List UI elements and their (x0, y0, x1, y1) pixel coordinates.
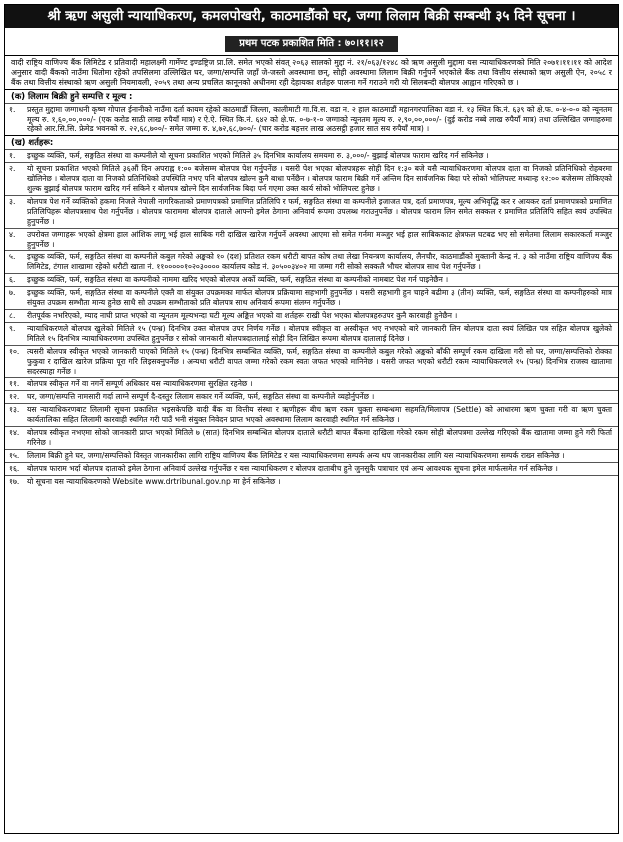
condition-number: ५. (9, 252, 16, 262)
condition-text: इच्छुक व्यक्ति, फर्म, सङ्गठित संस्था वा कम्पनीले एक्लै वा संयुक्त उपक्रमका मार्फत बोलपत्र प्रक्रियामा सहभागी हुनुपर्नेछ । यसरी सहभागी हुन चाहने बढीमा ३ (तीन) व्यक्ति, फर्म, सङ्गठित संस्था वा कम्पनीहरुको मात्र संयुक्त उपक्रम सम्भौता मान्य हुनेछ साथै सो उपक्रम सम्भौताको प्रति बोलपत्र साथ अनिवार्य रूपमा संलग्न गर्नुपर्नेछ । (27, 288, 612, 308)
property-description: प्रस्तुत मुद्दामा जग्गाधनी कृष्ण गोपाल ईनानीको नाउँमा दर्ता कायम रहेको काठमाडौं जिल्ला, कालीमाटी गा.वि.स. वडा न. २ हाल काठमाडौं महानगरपालिका वडा नं. १३ स्थित कि.नं. ६३९ को क्षे.फ. ०-४-०-० को न्यूनतम मूल्य रु. १,६०,००,०००/- (एक करोड साठी लाख रुपैयाँ मात्र) र ऐ.ऐ. स्थित कि.नं. ६४२ को क्षे.फ. ०-७-१-० जग्गाको न्यूनतम मूल्य रु. २,९०,००,०००/- (दुई करोड नब्बे लाख रुपैयाँ मात्र) तथा उल्लिखित जग्गाहरुमा रहेको आर.सि.सि. फ्रेमेड भवनको रु. २२,६८,७००/- समेत जम्मा रु. ४,७२,६८,७००/- (चार करोड बहत्तर लाख अठसट्ठी हजार सात सय रुपैयाँ मात्र) । (27, 104, 612, 134)
conditions-list (5, 149, 618, 487)
condition-number: १. (9, 151, 16, 161)
condition-text: यस न्यायाधिकरणबाट लिलामी सूचना प्रकाशित भइसकेपछि वादी बैंक वा वित्तीय संस्था र ऋणीहरू बीच ऋण रकम चुक्ता सम्बन्धमा सहमति/मिलापत्र (Settle) को आधारमा ऋण चुक्ता गरी वा ऋण चुक्ता कार्यतालिका सहित लिलामी कारवाही स्थगित गरी पाउँ भनी संयुक्त निवेदन प्राप्त भएको अवस्थामा लिलाम कारवाही स्थगित गर्न सकिनेछ । (27, 405, 612, 425)
condition-number: ९. (9, 323, 16, 333)
item-number: १. (9, 104, 16, 114)
condition-text: घर, जग्गा/सम्पत्ति नामसारी गर्दा लाग्ने सम्पूर्ण दै-दस्तुर लिलाम सकार गर्ने व्यक्ति, फर्म, सङ्गठित संस्था वा कम्पनीले व्यहोर्नुपर्नेछ । (27, 392, 375, 402)
condition-number: १६. (9, 463, 20, 473)
intro-paragraph: वादी राष्ट्रिय वाणिज्य बैंक लिमिटेड र प्रतिवादी महालक्ष्मी गार्मेण्ट इण्डष्ट्रिज प्रा.लि. समेत भएको संवत् २०६३ सालको मुद्दा नं. २१/०६३/१२४८ को ऋण असुली मुद्दामा यस न्यायाधिकरणको मिति २०७१।११।११ को आदेश अनुसार वादी बैंकको नाउँमा धितोमा रहेको तपसिलमा उल्लिखित घर, जग्गा/सम्पत्ति जहाँ जे-जस्तो अवस्थामा छन्, सोही अवस्थामा लिलाम बिक्री गर्नुपर्ने भएकोले बैंक तथा वित्तीय संस्थाको ऋण असुली ऐन, २०५८ र बैंक तथा वित्तीय संस्थाको ऋण असुली नियमावली, २०५९ तथा अन्य प्रचलित कानूनको अधीनमा रही देहायका शर्तहरु पालना गर्ने गराउने गरी यो सिलबन्दी बोलपत्र आह्वान गरिएको छ । (5, 55, 618, 89)
property-item (5, 103, 618, 136)
condition-number: ७. (9, 288, 16, 298)
condition-text: यो सूचना प्रकाशित भएको मितिले ३६औं दिन अपराह्न १:०० बजेसम्म बोलपत्र पेश गर्नुपर्नेछ । यसरी पेश भएका बोलपत्रहरू सोही दिन १:३० बजे यसै न्यायाधिकरणमा बोलपत्र दाता वा निजको प्रतिनिधिको रोहबरमा खोलिनेछ । बोलपत्र दाता वा निजको प्रतिनिधिको उपस्थिति नभए पनि बोलपत्र खोल्न कुनै बाधा पर्नेछैन । बोलपत्र फाराम बिक्री गर्ने अन्तिम दिन सार्वजनिक बिदा परे सोको भोलिपल्ट मध्यान्ह १२:०० बजेसम्म तोकिएको शुल्क बुझाई बोलपत्र फाराम खरिद गर्न सकिने र बोलपत्र खोल्ने दिन सार्वजनिक बिदा पर्न गएमा उक्त कार्य सोको भोलिपल्ट हुनेछ । (27, 164, 612, 194)
condition-text: इच्छुक व्यक्ति, फर्म, सङ्गठित संस्था वा कम्पनीले यो सूचना प्रकाशित भएको मितिले ३५ दिनभित्र कार्यालय समयमा रु. ३,०००/- बुझाई बोलपत्र फाराम खरिद गर्न सकिनेछ । (27, 151, 489, 161)
subtitle-container (5, 31, 618, 52)
condition-item (5, 390, 618, 403)
condition-number: १५. (9, 450, 20, 460)
condition-text: इच्छुक व्यक्ति, फर्म, सङ्गठित संस्था वा कम्पनीको नाममा खरिद भएको बोलपत्र अर्को व्यक्ति, फर्म, सङ्गठित संस्था वा कम्पनीको नामबाट पेश गर्न पाइनेछैन । (27, 275, 449, 285)
condition-text: बोलपत्र फाराम भर्दा बोलपत्र दाताको इमेल ठेगाना अनिवार्य उल्लेख गर्नुपर्नेछ र यस न्यायाधिकरण र बोलपत्र दाताबीच हुने जुनसुकै पत्राचार एवं अन्य आवश्यक सूचना इमेल मार्फत्समेत गर्न सकिनेछ । (27, 463, 558, 473)
condition-item (5, 322, 618, 345)
condition-number: ३. (9, 196, 16, 206)
condition-item (5, 426, 618, 449)
section-kha-heading: (ख) शर्तहरू: (5, 135, 618, 149)
condition-item (5, 286, 618, 309)
condition-item (5, 403, 618, 426)
condition-text: न्यायाधिकरणले बोलपत्र खुलेको मितिले १५ (पन्ध्र) दिनभित्र उक्त बोलपत्र उपर निर्णय गर्नेछ । बोलपत्र स्वीकृत वा अस्वीकृत भए नभएको बारे जानकारी लिन बोलपत्र दाता स्वयं लिखित पत्र सहित बोलपत्र खुलेको मितिले १५ दिनभित्र न्यायाधिकरणमा उपस्थित हुनुपर्नेछ र सोको जानकारी बोलपत्रदातालाई सोही दिन लिखित रूपमा बोलपत्र दातालाई दिनेछ । (27, 323, 612, 343)
condition-text: बोलपत्र स्वीकृत गर्ने वा नगर्ने सम्पूर्ण अधिकार यस न्यायाधिकरणमा सुरक्षित रहनेछ । (27, 379, 253, 389)
condition-number: १३. (9, 405, 20, 415)
condition-item (5, 449, 618, 462)
condition-text: बोलपत्र स्वीकृत नभएमा सोको जानकारी प्राप्त भएको मितिले ७ (सात) दिनभित्र सम्बन्धित बोलपत्र दाताले धरौटी बापत बैंकमा दाखिला गरेको रकम सोही बोलपत्रमा उल्लेख गरिएको बैंक खातामा जम्मा हुने गरी फिर्ता गरिनेछ । (27, 428, 612, 447)
condition-number: ८. (9, 311, 16, 321)
notice-title: श्री ऋण असुली न्यायाधिकरण, कमलपोखरी, काठमाडौंको घर, जग्गा लिलाम बिक्री सम्बन्धी ३५ दिने सूचना । (5, 5, 618, 28)
condition-text: रीतपूर्वक नभरिएको, म्याद नाघी प्राप्त भएको वा न्यूनतम मूल्यभन्दा घटी मूल्य अङ्कित भएको वा शर्तहरू राखी पेश भएका बोलपत्रहरुउपर कुनै कारवाही हुनेछैन । (27, 311, 458, 321)
condition-text: बोलपत्र पेश गर्ने व्यक्तिको हकमा निजले नेपाली नागरिकताको प्रमाणपत्रको प्रमाणित प्रतिलिपि र फर्म, सङ्गठित संस्था वा कम्पनीले इजाजत पत्र, दर्ता प्रमाणपत्र, मूल्य अभिवृद्धि कर र आयकर दर्ता प्रमाणपत्रको प्रमाणित प्रतिलिपिहरू बोलपत्रसाथ पेश गर्नुपर्नेछ । बोलपत्र फाराममा बोलपत्र दाताले आफ्नो इमेल ठेगाना अनिवार्य रूपमा उपलब्ध गराउनुपर्नेछ । बोलपत्र फाराम लिन समेत सक्कल र प्रमाणित प्रतिलिपि सहित स्वयं उपस्थित हुनुपर्नेछ । (27, 196, 612, 226)
condition-text: यो सूचना यस न्यायाधिकरणको Website www.drtribunal.gov.np मा हेर्न सकिनेछ । (27, 476, 281, 486)
condition-item (5, 195, 618, 228)
condition-number: ४. (9, 229, 16, 239)
condition-number: १०. (9, 346, 20, 356)
section-ka-heading: (क) लिलाम बिक्री हुने सम्पत्ति र मूल्य : (5, 89, 618, 103)
condition-text: इच्छुक व्यक्ति, फर्म, सङ्गठित संस्था वा कम्पनीले कबुल गरेको अङ्कको १० (दश) प्रतिशत रकम धरौटी बापत कोष तथा लेखा नियन्त्रण कार्यालय, लैनचौर, काठमाडौंको मुक्तानी केन्द्र नं. ३ को नाउँमा राष्ट्रिय वाणिज्य बैंक लिमिटेड, टंगाल शाखामा रहेको धरौटी खाता नं. ११०००००१०२०३०००० कार्यालय कोड नं. ३०५००३४०२ मा जम्मा गरी सोको सक्कलै भौचर बोलपत्र साथ पेश गर्नुपर्नेछ । (27, 252, 612, 272)
condition-item (5, 377, 618, 390)
condition-number: १७. (9, 476, 20, 486)
condition-text: उपरोक्त जग्गाहरू भएको क्षेत्रमा हाल आंशिक लागू भई हाल साबिक गरी दाखिल खारेज गर्नुपर्ने अवस्था आएमा सो समेत गर्नमा मञ्जुर भई हाल साबिककाट क्षेत्रफल घटबढ भए सो समेतमा लिलाम सकारकर्ता मञ्जुर हुनुपर्नेछ । (27, 229, 612, 249)
condition-item (5, 149, 618, 162)
condition-item (5, 228, 618, 251)
condition-item (5, 273, 618, 286)
condition-number: १४. (9, 428, 20, 438)
condition-number: ६. (9, 275, 16, 285)
condition-item (5, 162, 618, 195)
condition-item (5, 475, 618, 488)
notice-page (4, 4, 619, 834)
condition-item (5, 250, 618, 273)
condition-number: १२. (9, 392, 20, 402)
condition-text: लिलाम बिक्री हुने घर, जग्गा/सम्पत्तिको विस्तृत जानकारीका लागि राष्ट्रिय वाणिज्य बैंक लिमिटेड र यस न्यायाधिकरणमा सम्पर्क अन्य थप जानकारीका लागि यस न्यायाधिकरणमा सम्पर्क राख्न सकिनेछ । (27, 450, 565, 460)
condition-number: २. (9, 164, 16, 174)
condition-number: ११. (9, 379, 20, 389)
publication-date-label: प्रथम पटक प्रकाशित मिति : ७०।११।१२ (225, 36, 398, 52)
condition-item (5, 345, 618, 378)
condition-item (5, 462, 618, 475)
condition-item (5, 309, 618, 322)
condition-text: त्यसरी बोलपत्र स्वीकृत भएको जानकारी पाएको मितिले १५ (पन्ध्र) दिनभित्र सम्बन्धित व्यक्ति, फर्म, सङ्गठित संस्था वा कम्पनीले कबुल गरेको अङ्कको बाँकी सम्पूर्ण रकम दाखिला गरी सो घर, जग्गा/सम्पत्तिको रोक्का फुकुवा र दाखिल खारेज प्रक्रिया पूरा गरि लिइसक्नुपर्नेछ । अन्यथा धरौटी वापत जम्मा गरेको रकम स्वतः जफत भएको मानिनेछ । यसरी जफत भएको धरौटी रकम न्यायाधिकरणले १५ (पन्ध्र) दिनभित्र राजस्व खातामा सदरस्याहा गर्नेछ । (27, 346, 612, 376)
